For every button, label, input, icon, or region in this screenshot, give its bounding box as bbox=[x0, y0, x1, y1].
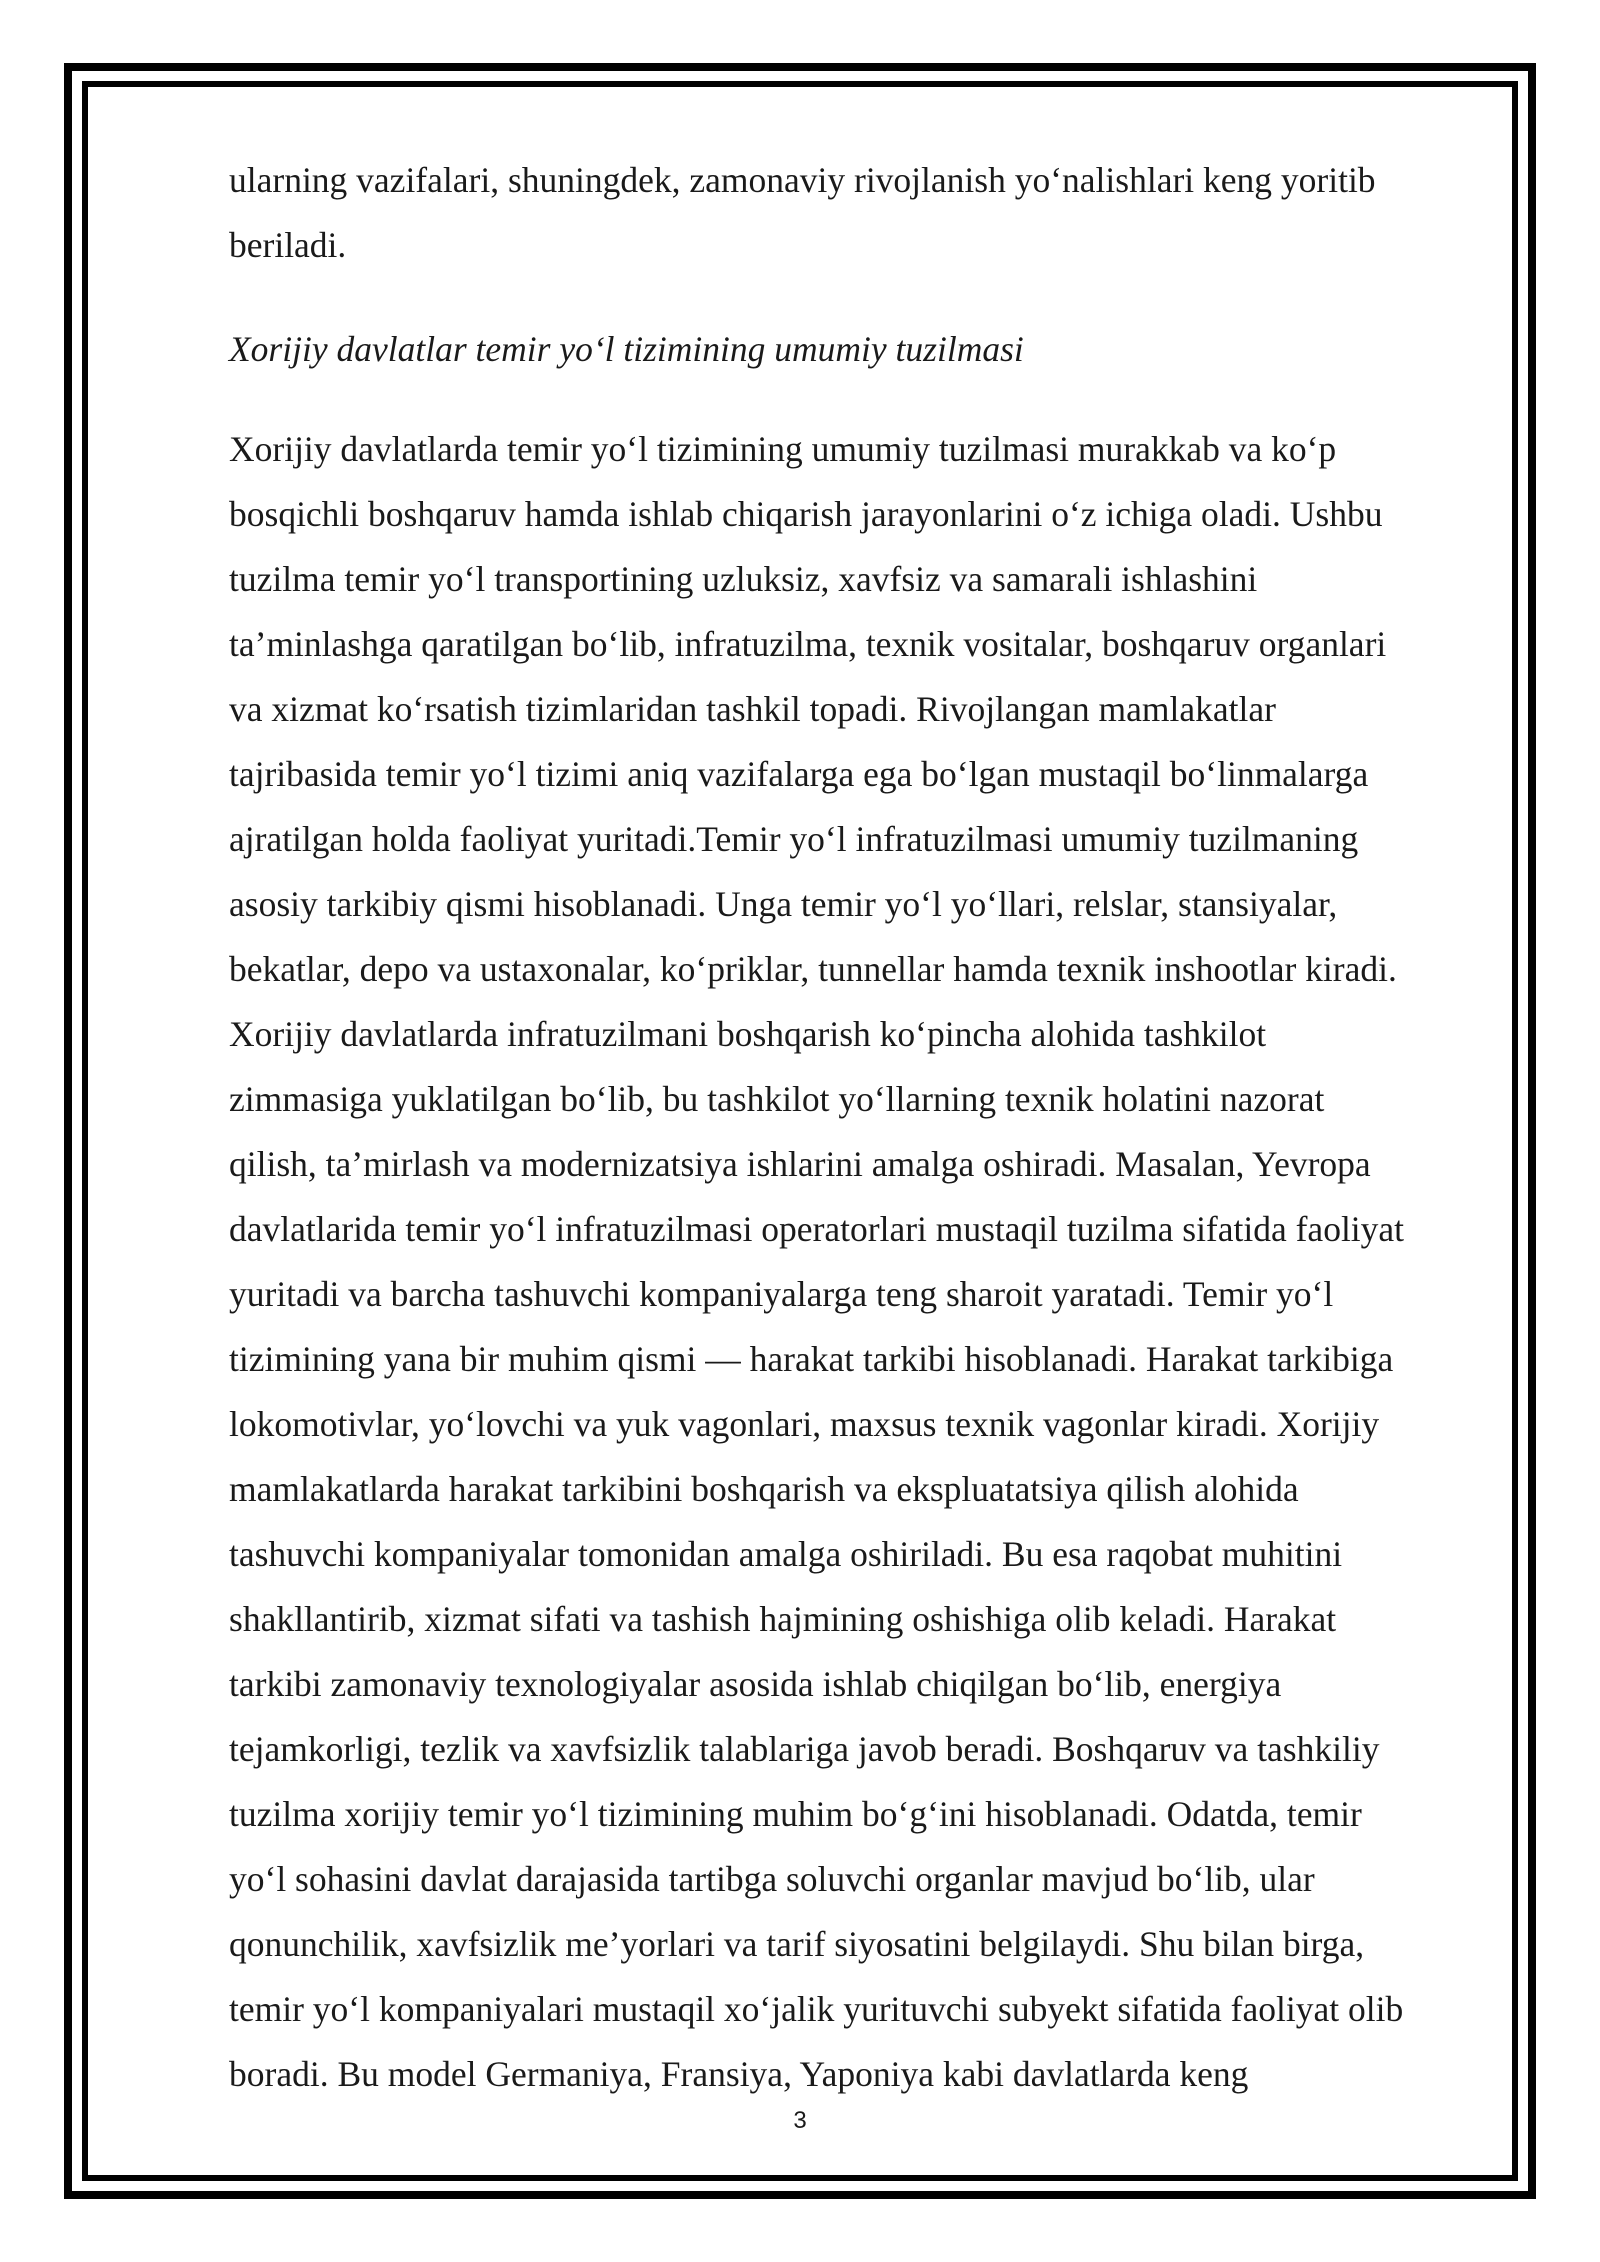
text-line: tajribasida temir yo‘l tizimi aniq vazifalarga ega bo‘lgan mustaqil bo‘linmalarga bbox=[229, 754, 1369, 794]
text-line: qonunchilik, xavfsizlik me’yorlari va tarif siyosatini belgilaydi. Shu bilan birga, bbox=[229, 1924, 1365, 1964]
text-line: ularning vazifalari, shuningdek, zamonaviy rivojlanish yo‘nalishlari keng yoritib bbox=[229, 160, 1376, 200]
text-line: tashuvchi kompaniyalar tomonidan amalga oshiriladi. Bu esa raqobat muhitini bbox=[229, 1534, 1343, 1574]
text-line: beriladi. bbox=[229, 225, 347, 265]
body-paragraph bbox=[229, 417, 1519, 2107]
text-line: Xorijiy davlatlarda temir yo‘l tizimining umumiy tuzilmasi murakkab va ko‘p bbox=[229, 429, 1337, 469]
text-line: ta’minlashga qaratilgan bo‘lib, infratuzilma, texnik vositalar, boshqaruv organlari bbox=[229, 624, 1387, 664]
text-line: bekatlar, depo va ustaxonalar, ko‘priklar, tunnellar hamda texnik inshootlar kiradi. bbox=[229, 949, 1397, 989]
text-line: Xorijiy davlatlarda infratuzilmani boshqarish ko‘pincha alohida tashkilot bbox=[229, 1014, 1267, 1054]
intro-paragraph bbox=[229, 148, 1519, 278]
text-line: temir yo‘l kompaniyalari mustaqil xo‘jalik yurituvchi subyekt sifatida faoliyat olib bbox=[229, 1989, 1404, 2029]
text-line: tarkibi zamonaviy texnologiyalar asosida ishlab chiqilgan bo‘lib, energiya bbox=[229, 1664, 1282, 1704]
text-line: tizimining yana bir muhim qismi — harakat tarkibi hisoblanadi. Harakat tarkibiga bbox=[229, 1339, 1394, 1379]
section-heading: Xorijiy davlatlar temir yo‘l tizimining umumiy tuzilmasi bbox=[229, 329, 1024, 369]
text-line: bosqichli boshqaruv hamda ishlab chiqarish jarayonlarini o‘z ichiga oladi. Ushbu bbox=[229, 494, 1383, 534]
text-line: yo‘l sohasini davlat darajasida tartibga soluvchi organlar mavjud bo‘lib, ular bbox=[229, 1859, 1315, 1899]
document-body bbox=[229, 148, 1519, 2107]
text-line: va xizmat ko‘rsatish tizimlaridan tashkil topadi. Rivojlangan mamlakatlar bbox=[229, 689, 1276, 729]
text-line: shakllantirib, xizmat sifati va tashish hajmining oshishiga olib keladi. Harakat bbox=[229, 1599, 1337, 1639]
text-line: ajratilgan holda faoliyat yuritadi.Temir yo‘l infratuzilmasi umumiy tuzilmaning bbox=[229, 819, 1359, 859]
text-line: asosiy tarkibiy qismi hisoblanadi. Unga temir yo‘l yo‘llari, relslar, stansiyalar, bbox=[229, 884, 1338, 924]
text-line: qilish, ta’mirlash va modernizatsiya ishlarini amalga oshiradi. Masalan, Yevropa bbox=[229, 1144, 1371, 1184]
text-line: boradi. Bu model Germaniya, Fransiya, Yaponiya kabi davlatlarda keng bbox=[229, 2054, 1249, 2094]
text-line: lokomotivlar, yo‘lovchi va yuk vagonlari, maxsus texnik vagonlar kiradi. Xorijiy bbox=[229, 1404, 1380, 1444]
page-number: 3 bbox=[793, 2107, 807, 2134]
text-line: tejamkorligi, tezlik va xavfsizlik talablariga javob beradi. Boshqaruv va tashkiliy bbox=[229, 1729, 1380, 1769]
text-line: davlatlarida temir yo‘l infratuzilmasi operatorlari mustaqil tuzilma sifatida faoliyat bbox=[229, 1209, 1405, 1249]
text-line: tuzilma xorijiy temir yo‘l tizimining muhim bo‘g‘ini hisoblanadi. Odatda, temir bbox=[229, 1794, 1362, 1834]
text-line: tuzilma temir yo‘l transportining uzluksiz, xavfsiz va samarali ishlashini bbox=[229, 559, 1258, 599]
text-line: yuritadi va barcha tashuvchi kompaniyalarga teng sharoit yaratadi. Temir yo‘l bbox=[229, 1274, 1334, 1314]
text-line: mamlakatlarda harakat tarkibini boshqarish va ekspluatatsiya qilish alohida bbox=[229, 1469, 1299, 1509]
text-line: zimmasiga yuklatilgan bo‘lib, bu tashkilot yo‘llarning texnik holatini nazorat bbox=[229, 1079, 1325, 1119]
